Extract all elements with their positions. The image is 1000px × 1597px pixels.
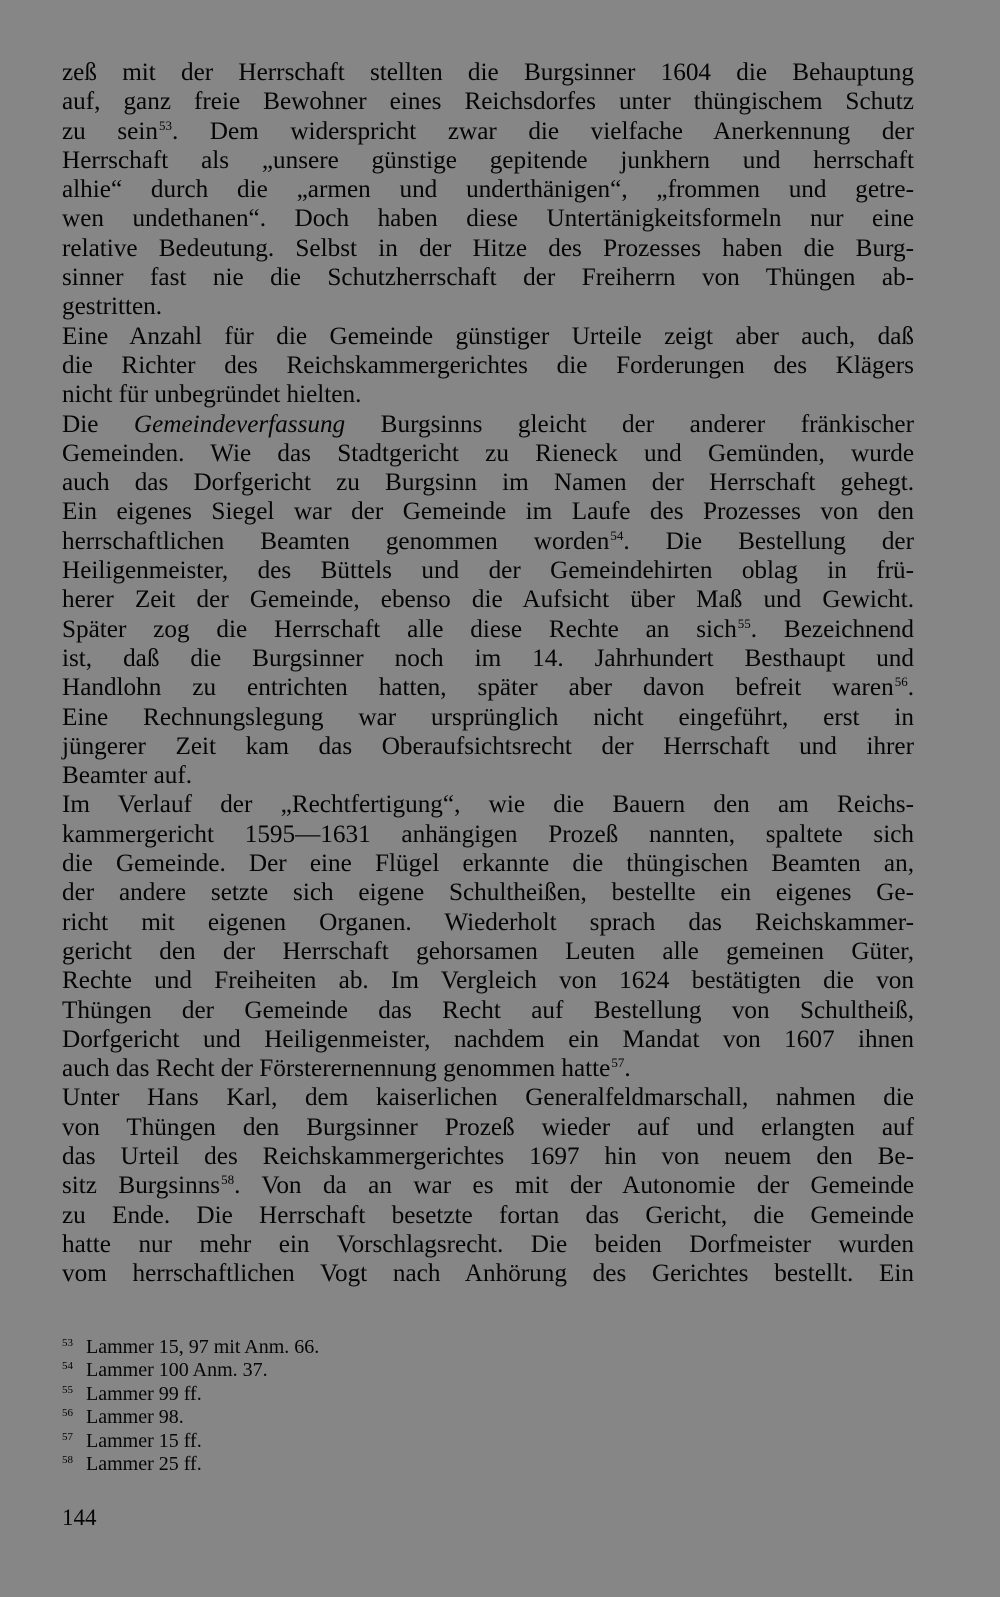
text-line: [62, 292, 914, 321]
footnote: [62, 1359, 319, 1382]
body-text: [62, 58, 914, 1288]
text-line: [62, 87, 914, 116]
text-line: [62, 820, 914, 849]
text-segment: Später zog die Herrschaft alle diese Rechte an sich: [62, 615, 737, 643]
text-line: [62, 644, 914, 673]
text-segment: gericht den der Herrschaft gehorsamen Leuten alle gemeinen Güter,: [62, 937, 914, 965]
footnote-text: Lammer 15, 97 mit Anm. 66.: [86, 1336, 320, 1358]
footnote-number: 57: [62, 1430, 73, 1443]
text-segment: Beamter auf.: [62, 762, 193, 790]
text-segment: herer Zeit der Gemeinde, ebenso die Aufsicht über Maß und Gewicht.: [62, 586, 914, 614]
text-line: [62, 761, 914, 790]
footnote: [62, 1336, 319, 1359]
italic-term: Gemeindeverfassung: [133, 410, 346, 438]
text-segment: Eine Rechnungslegung war ursprünglich nicht eingeführt, erst in: [62, 703, 914, 731]
footnote-text: Lammer 98.: [86, 1406, 184, 1429]
text-segment: Burgsinns gleicht der anderer fränkischer: [345, 410, 914, 438]
text-segment: . Die Bestellung der: [623, 527, 914, 555]
footnote-reference: 57: [611, 1055, 625, 1071]
text-line: [62, 790, 914, 819]
text-line: [62, 117, 914, 146]
text-line: [62, 263, 914, 292]
text-segment: das Urteil des Reichskammergerichtes 1697 hin von neuem den Be-: [62, 1142, 914, 1170]
text-segment: Eine Anzahl für die Gemeinde günstiger Urteile zeigt aber auch, daß: [62, 322, 914, 350]
text-line: [62, 673, 914, 702]
text-segment: ist, daß die Burgsinner noch im 14. Jahrhundert Besthaupt und: [62, 644, 914, 672]
text-segment: herrschaftlichen Beamten genommen worden: [62, 527, 610, 555]
text-segment: die Gemeinde. Der eine Flügel erkannte die thüngischen Beamten an,: [62, 850, 914, 878]
footnote-reference: 53: [158, 117, 172, 133]
text-segment: Ein eigenes Siegel war der Gemeinde im Laufe des Prozesses von den: [62, 498, 914, 526]
footnote-text: Lammer 99 ff.: [86, 1382, 202, 1405]
text-segment: .: [624, 1055, 631, 1083]
text-line: [62, 410, 914, 439]
footnote-reference: 54: [610, 527, 624, 543]
text-line: [62, 1083, 914, 1112]
footnotes: [62, 1336, 319, 1476]
text-line: [62, 58, 914, 87]
text-segment: zu Ende. Die Herrschaft besetzte fortan das Gericht, die Gemeinde: [62, 1201, 914, 1229]
text-segment: sitz Burgsinns: [62, 1172, 221, 1200]
paragraph: [62, 1083, 914, 1288]
footnote-number: 53: [62, 1337, 73, 1349]
text-segment: hatte nur mehr ein Vorschlagsrecht. Die beiden Dorfmeister wurden: [62, 1230, 914, 1258]
footnote: [62, 1453, 319, 1476]
text-segment: .: [907, 674, 914, 702]
text-segment: auch das Recht der Försterernennung genommen hatte: [62, 1055, 611, 1083]
text-line: [62, 204, 914, 233]
text-line: [62, 1025, 914, 1054]
text-line: [62, 497, 914, 526]
text-segment: nicht für unbegründet hielten.: [62, 381, 362, 409]
footnote-number: 58: [62, 1454, 73, 1467]
text-segment: alhie“ durch die „armen und underthänigen“, „frommen und getre-: [62, 176, 914, 204]
text-segment: von Thüngen den Burgsinner Prozeß wieder auf und erlangten auf: [62, 1113, 914, 1141]
footnote-reference: 58: [221, 1172, 235, 1188]
text-segment: . Dem widerspricht zwar die vielfache Anerkennung der: [171, 117, 914, 145]
text-line: [62, 1259, 914, 1288]
text-segment: vom herrschaftlichen Vogt nach Anhörung des Gerichtes bestellt. Ein: [62, 1260, 914, 1288]
text-line: [62, 322, 914, 351]
text-segment: auf, ganz freie Bewohner eines Reichsdorfes unter thüngischem Schutz: [62, 88, 914, 116]
text-line: [62, 908, 914, 937]
text-segment: zeß mit der Herrschaft stellten die Burgsinner 1604 die Behauptung: [62, 59, 914, 86]
paragraph: [62, 790, 914, 1083]
text-segment: Dorfgericht und Heiligenmeister, nachdem ein Mandat von 1607 ihnen: [62, 1025, 914, 1053]
text-line: [62, 703, 914, 732]
footnote-text: Lammer 100 Anm. 37.: [86, 1359, 268, 1382]
text-line: [62, 615, 914, 644]
text-line: [62, 996, 914, 1025]
text-line: [62, 849, 914, 878]
footnote-number: 55: [62, 1383, 73, 1396]
text-segment: die Richter des Reichskammergerichtes die Forderungen des Klägers: [62, 351, 914, 379]
text-segment: Herrschaft als „unsere günstige gepitende junkhern und herrschaft: [62, 146, 914, 174]
text-segment: zu sein: [62, 117, 158, 145]
paragraph: [62, 410, 914, 791]
text-segment: auch das Dorfgericht zu Burgsinn im Namen der Herrschaft gehegt.: [62, 469, 914, 497]
text-line: [62, 937, 914, 966]
text-line: [62, 1113, 914, 1142]
text-line: [62, 585, 914, 614]
footnote-reference: 55: [737, 615, 751, 631]
text-line: [62, 175, 914, 204]
text-line: [62, 1054, 914, 1083]
paragraph: [62, 58, 914, 322]
text-line: [62, 1201, 914, 1230]
footnote: [62, 1406, 319, 1429]
footnote-number: 56: [62, 1407, 73, 1420]
text-line: [62, 1230, 914, 1259]
text-segment: Gemeinden. Wie das Stadtgericht zu Rieneck und Gemünden, wurde: [62, 439, 914, 467]
paragraph: [62, 322, 914, 410]
text-line: [62, 439, 914, 468]
text-line: [62, 527, 914, 556]
text-segment: Unter Hans Karl, dem kaiserlichen Generalfeldmarschall, nahmen die: [62, 1084, 914, 1112]
footnote-text: Lammer 25 ff.: [86, 1453, 202, 1476]
text-line: [62, 1171, 914, 1200]
text-segment: sinner fast nie die Schutzherrschaft der Freiherrn von Thüngen ab-: [62, 264, 914, 292]
page-number: 144: [62, 1505, 97, 1530]
text-line: [62, 146, 914, 175]
footnote-number: 54: [62, 1360, 73, 1373]
text-segment: Handlohn zu entrichten hatten, später aber davon befreit waren: [62, 674, 894, 702]
text-segment: Im Verlauf der „Rechtfertigung“, wie die Bauern den am Reichs-: [62, 791, 914, 819]
text-segment: Rechte und Freiheiten ab. Im Vergleich von 1624 bestätigten die von: [62, 967, 914, 995]
footnote-text: Lammer 15 ff.: [86, 1429, 202, 1452]
text-segment: Die: [62, 410, 134, 438]
text-segment: relative Bedeutung. Selbst in der Hitze des Prozesses haben die Burg-: [62, 234, 914, 262]
page-body: [62, 58, 914, 1288]
text-line: [62, 966, 914, 995]
text-line: [62, 468, 914, 497]
text-segment: der andere setzte sich eigene Schultheißen, bestellte ein eigenes Ge-: [62, 879, 914, 907]
text-segment: Heiligenmeister, des Büttels und der Gemeindehirten oblag in frü-: [62, 557, 914, 585]
text-segment: kammergericht 1595—1631 anhängigen Prozeß nannten, spaltete sich: [62, 820, 914, 848]
text-line: [62, 556, 914, 585]
text-segment: wen undethanen“. Doch haben diese Untertänigkeitsformeln nur eine: [62, 205, 914, 233]
text-segment: jüngerer Zeit kam das Oberaufsichtsrecht der Herrschaft und ihrer: [62, 732, 914, 760]
text-line: [62, 380, 914, 409]
text-segment: richt mit eigenen Organen. Wiederholt sprach das Reichskammer-: [62, 908, 914, 936]
text-line: [62, 1142, 914, 1171]
footnote: [62, 1383, 319, 1406]
text-segment: Thüngen der Gemeinde das Recht auf Bestellung von Schultheiß,: [62, 996, 914, 1024]
text-segment: . Von da an war es mit der Autonomie der Gemeinde: [234, 1172, 914, 1200]
text-line: [62, 878, 914, 907]
text-segment: . Bezeichnend: [750, 615, 914, 643]
footnote: [62, 1430, 319, 1453]
footnote-reference: 56: [894, 674, 908, 690]
text-line: [62, 732, 914, 761]
text-line: [62, 351, 914, 380]
text-segment: gestritten.: [62, 293, 163, 321]
text-line: [62, 234, 914, 263]
